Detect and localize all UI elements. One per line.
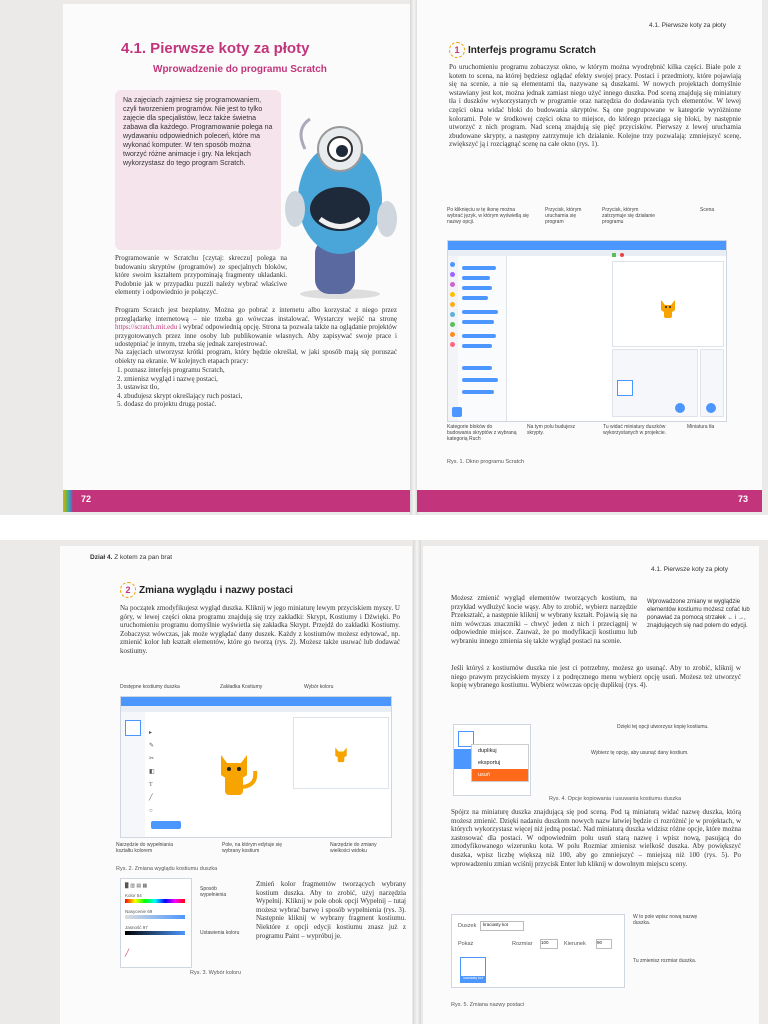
running-header: 4.1. Pierwsze koty za płoty	[651, 566, 728, 573]
menu-bar	[121, 697, 391, 706]
stage	[612, 261, 724, 347]
list-item: 4. zbudujesz skrypt określający ruch postaci,	[124, 392, 364, 401]
brightness-slider[interactable]	[125, 931, 185, 935]
tool-column: ▸ ✎ ✂ ◧ T ╱ ○	[149, 730, 155, 814]
running-header: 4.1. Pierwsze koty za płoty	[649, 22, 726, 29]
category-column	[448, 256, 458, 421]
block-palette	[458, 256, 507, 421]
menu-item-export[interactable]: eksportuj	[478, 760, 501, 766]
scratch-link[interactable]: https://scratch.mit.edu	[115, 323, 178, 332]
menu-bar	[448, 241, 726, 250]
paragraph-fill: Zmień kolor fragmentów tworzących wybrany kostium duszka. Aby to zrobić, użyj narzędzia Wypełnij. Kliknij w pole obok opcji Wypełnij – tutaj możesz wybrać barwę i sposób wypełnienia (rys. 3). Następnie kliknij w wybrany fragment kostiumu. Niektóre z opcji edycji kostiumu znasz już z programu Paint – wypróbuj je.	[256, 880, 406, 940]
section-heading: 2 Zmiana wyglądu i nazwy postaci	[120, 582, 293, 598]
context-menu	[471, 744, 529, 782]
figure-caption: Rys. 4. Opcje kopiowania i usuwania kostiumu duszka	[549, 796, 682, 802]
sprite-pane	[612, 349, 698, 417]
callout-stop: Przycisk, którym zatrzymuje się działanie programu	[602, 207, 656, 225]
page-73	[417, 0, 762, 512]
callout-categories: Kategorie bloków do budowania skryptów z wybraną kategorią Ruch	[447, 424, 517, 442]
rainbow-stripe	[63, 490, 73, 512]
figure-caption: Rys. 5. Zmiana nazwy postaci	[451, 1002, 525, 1008]
stage	[293, 717, 389, 789]
callout-tab: Zakładka Kostiumy	[220, 684, 263, 690]
costume-list	[121, 712, 145, 837]
callout-fill-tool: Narzędzie do wypełniania kształtu kolorem	[116, 842, 173, 854]
stop-icon[interactable]	[620, 253, 624, 257]
menu-item-duplicate[interactable]: duplikuj	[478, 748, 497, 754]
callout-color-settings: Ustawienia koloru	[200, 930, 240, 936]
sprite-info-figure	[451, 914, 625, 988]
slider-label: Nasycenie 69	[125, 909, 153, 914]
cat-costume-icon	[211, 747, 261, 807]
paragraph-delete: Jeśli któryś z kostiumów duszka nie jest ci potrzebny, możesz go usunąć. Aby to zrobić, kliknij w niego prawym przyciskiem myszy i z podręcznego menu wybierz opcję usuń. Możesz też utworzyć kopię wybranego kostiumu. Wybierz wówczas opcję duplikuj (rys. 4).	[451, 664, 741, 690]
page-number: 73	[737, 494, 748, 504]
page-footer-band	[63, 490, 411, 512]
figure-caption: Rys. 1. Okno programu Scratch	[447, 459, 525, 465]
paragraph-scratch-intro: Programowanie w Scratchu [czytaj: skreczu] polega na budowaniu skryptów (programów) ze specjalnych bloków, które swoim kształtem przypominają fragmenty układanki. Podobnie jak w przypadku puzzli należy wybrać właściwe elementy i odpowiednio je połączyć.	[115, 254, 287, 297]
callout-stage: Scena	[700, 207, 715, 213]
color-picker-figure	[120, 878, 192, 968]
scratch-window-figure	[447, 240, 727, 422]
callout-sprite-thumbnails: Tu widać miniatury duszków wykorzystanych w projekcie.	[603, 424, 667, 436]
bottom-spread	[0, 540, 768, 1024]
add-sprite-button[interactable]	[675, 403, 685, 413]
field-label: Pokaż	[458, 941, 474, 947]
field-label: Kierunek	[564, 941, 586, 947]
slider-label: Kolor 54	[125, 893, 142, 898]
list-item: 3. ustawisz tło,	[124, 383, 364, 392]
callout-language: Po kliknięciu w tę ikonę można wybrać język, w którym wyświetlą się nazwy opcji.	[447, 207, 529, 225]
size-input[interactable]: 100	[540, 939, 558, 949]
callout-fill-mode: Sposób wypełnienia	[200, 886, 227, 898]
saturation-slider[interactable]	[125, 915, 185, 919]
running-header: Dział 4. Z kotem za pan brat	[90, 554, 173, 561]
sprite-name-input[interactable]: kraciasty kot	[480, 921, 524, 931]
paragraph-steps-intro: Na zajęciach utworzysz krótki program, który będzie określał, w jaki sposób mają się poruszać obiekty na ekranie. W kolejnych etapach pracy:	[115, 348, 397, 365]
menu-item-delete[interactable]: usuń	[472, 769, 528, 781]
page-74	[60, 546, 412, 1024]
page-subtitle: Wprowadzenie do programu Scratch	[153, 64, 327, 75]
callout-scripts-area: Na tym polu budujesz skrypty.	[527, 424, 576, 436]
section-number: 2	[120, 582, 136, 598]
page-title: 4.1. Pierwsze koty za płoty	[121, 40, 310, 57]
callout-name-field: W to pole wpisz nową nazwę duszka.	[633, 914, 698, 926]
green-flag-icon[interactable]	[612, 253, 616, 257]
cat-sprite-icon	[332, 744, 350, 764]
list-item: 1. poznasz interfejs programu Scratch,	[124, 366, 364, 375]
paragraph-transform: Możesz zmienić wygląd elementów tworzących kostium, na przykład wydłużyć kocie wąsy. Aby to zrobić, wybierz narzędzie Przekształć, a następnie kliknij w wybrany kształt. Pojawią się na nim wówczas znaczniki – chwyć jeden z nich i przeciągnij w odpowiednie miejsce. Zauważ, że po modyfikacji kostiumu lub wybraniu innego zmienia się także wygląd postaci na scenie.	[451, 594, 637, 645]
add-backdrop-button[interactable]	[706, 403, 716, 413]
callout-zoom: Narzędzie do zmiany wielkości widoku	[330, 842, 377, 854]
cat-sprite-icon	[657, 296, 679, 320]
page-72	[63, 4, 411, 512]
list-item: 2. zmienisz wygląd i nazwę postaci,	[124, 375, 364, 384]
callout-backdrop: Miniatura tła	[687, 424, 715, 430]
convert-button[interactable]	[151, 821, 181, 829]
list-item: 5. dodasz do projektu drugą postać.	[124, 400, 364, 409]
intro-box: Na zajęciach zajmiesz się programowaniem, czyli tworzeniem programów. Nie jest to tylko zajęcie dla specjalistów, lecz także świetna zabawa dla każdego. Programowanie polega na wydawaniu odpowiednich poleceń, które ma wykonać komputer. W ten sposób można tworzyć różne animacje i gry. Na lekcjach wykorzystasz do tego program Scratch.	[115, 90, 281, 250]
costume-editor-figure	[120, 696, 392, 838]
page-footer-band	[417, 490, 762, 512]
figure-caption: Rys. 3. Wybór koloru	[190, 970, 241, 976]
sprite-thumbnail[interactable]	[617, 380, 633, 396]
paragraph-interface: Po uruchomieniu programu zobaczysz okno, w którym można wyodrębnić kilka części. Białe pole z kotem to scena, na której będziesz oglądać efekty swojej pracy. Postaci i przedmioty, które pojawiają się na scenie, a nie są elementami tła, nazywane są duszkami. W nowych projektach domyślnie wstawiany jest kot, można jednak zamiast niego użyć innego duszka. Pod sceną znajdują się miniatury tła i duszków wykorzystanych w programie oraz narzędzia do dodawania tych elementów. W lewej części okna widać bloki do budowania skryptów. Są one pogrupowane w kategorie wyróżnione kolorami. Pole w środkowej części okna to miejsce, do którego przeciąga się bloki, by następnie utworzyć z nich program. Nad sceną znajdują się pięć przycisków. Pierwszy z lewej uruchamia zbudowane skrypty, a następny zatrzymuje ich działanie. Kolejne trzy pozwalają: zmniejszyć scenę, zwiększyć ją i rozciągnąć scenę na całe okno (rys. 1).	[449, 63, 741, 149]
slider-label: Jasność 97	[125, 925, 148, 930]
section-heading: 1 Interfejs programu Scratch	[449, 42, 596, 58]
direction-input[interactable]: 90	[596, 939, 612, 949]
paragraph-rename: Spójrz na miniaturę duszka znajdującą się pod sceną. Pod tą miniaturą widać nazwę duszka, którą możesz zmienić. Dzięki nadaniu duszkom nowych nazw łatwiej będzie ci rozróżnić je w projektach, w których wykorzystasz więcej niż jedną postać. Nad miniaturą duszka widzisz różne opcje, które można zastosować dla postaci. W odpowiednim polu usuń starą nazwę i wpisz nową, pasującą do zmodyfikowanego wizerunku kota. W polu Rozmiar zmienisz wielkość duszka. Aby powiększyć duszka, wpisz liczbę większą niż 100, aby go zmniejszyć – mniejszą niż 100 (rys. 5). Po wprowadzeniu zmian wciśnij przycisk Enter lub kliknij w dowolnym miejscu sceny.	[451, 808, 741, 868]
sprite-thumbnail[interactable]: kraciasty kot	[460, 957, 486, 983]
tab-bar	[121, 706, 391, 712]
callout-delete: Wybierz tę opcję, aby usunąć dany kostium.	[591, 750, 689, 756]
callout-duplicate: Dzięki tej opcji utworzysz kopię kostiumu.	[617, 724, 709, 730]
eyedropper-icon[interactable]: ╱	[125, 950, 130, 957]
hue-slider[interactable]	[125, 899, 185, 903]
robot-mascot-icon	[275, 109, 405, 299]
callout-color: Wybór koloru	[304, 684, 334, 690]
page-number: 72	[81, 494, 92, 504]
paragraph-costumes: Na początek zmodyfikujesz wygląd duszka. Kliknij w jego miniaturę lewym przyciskiem myszy. U góry, w lewej części okna programu znajdują się trzy zakładki: Skrypt, Kostiumy i Dźwięki. Po uruchomieniu programu domyślnie wyświetla się zakładka Skrypt. Przejdź do zakładki Kostiumy. Zobaczysz wówczas, jak może wyglądać dany duszek. Każdy z kostiumów możesz edytować, np. zmienić kolor lub kształt elementów, które go tworzą (rys. 2). Możesz także usuwać lub dodawać kostiumy.	[120, 604, 400, 655]
figure-caption: Rys. 2. Zmiana wyglądu kostiumu duszka	[116, 866, 218, 872]
callout-start: Przycisk, którym uruchamia się program	[545, 207, 582, 225]
sidebar-note: Wprowadzone zmiany w wyglądzie elementów kostiumu możesz cofać lub ponawiać za pomocą strzałek ← i →, znajdujących się nad polem do edycji.	[647, 599, 750, 629]
costume-thumbnail[interactable]	[125, 720, 141, 736]
field-label: Duszek	[458, 923, 477, 929]
book-gutter	[413, 540, 421, 1024]
fill-mode-icons: ▉ ▥ ▤ ▦	[125, 883, 148, 889]
callout-costumes: Dostępne kostiumy duszka	[120, 684, 180, 690]
extension-button[interactable]	[452, 407, 462, 417]
callout-edit-area: Pole, na którym edytuje się wybrany kostium	[222, 842, 283, 854]
section-number: 1	[449, 42, 465, 58]
steps-list	[115, 366, 364, 409]
paragraph-free-program: Program Scratch jest bezpłatny. Można go pobrać z internetu albo korzystać z niego przez przeglądarkę internetową – nie trzeba go wówczas instalować. Wystarczy wejść na stronę https://scratch.mit.edu i wybrać odpowiednią opcję. Strona ta pozwala także na oglądanie projektów przygotowanych przez inne osoby lub publikowanie własnych. Aby zapisywać swoje prace i udostępniać je innym, trzeba się jednak zarejestrować.	[115, 306, 397, 349]
callout-size-field: Tu zmienisz rozmiar duszka.	[633, 958, 697, 964]
field-label: Rozmiar	[512, 941, 533, 947]
page-75	[423, 546, 759, 1024]
